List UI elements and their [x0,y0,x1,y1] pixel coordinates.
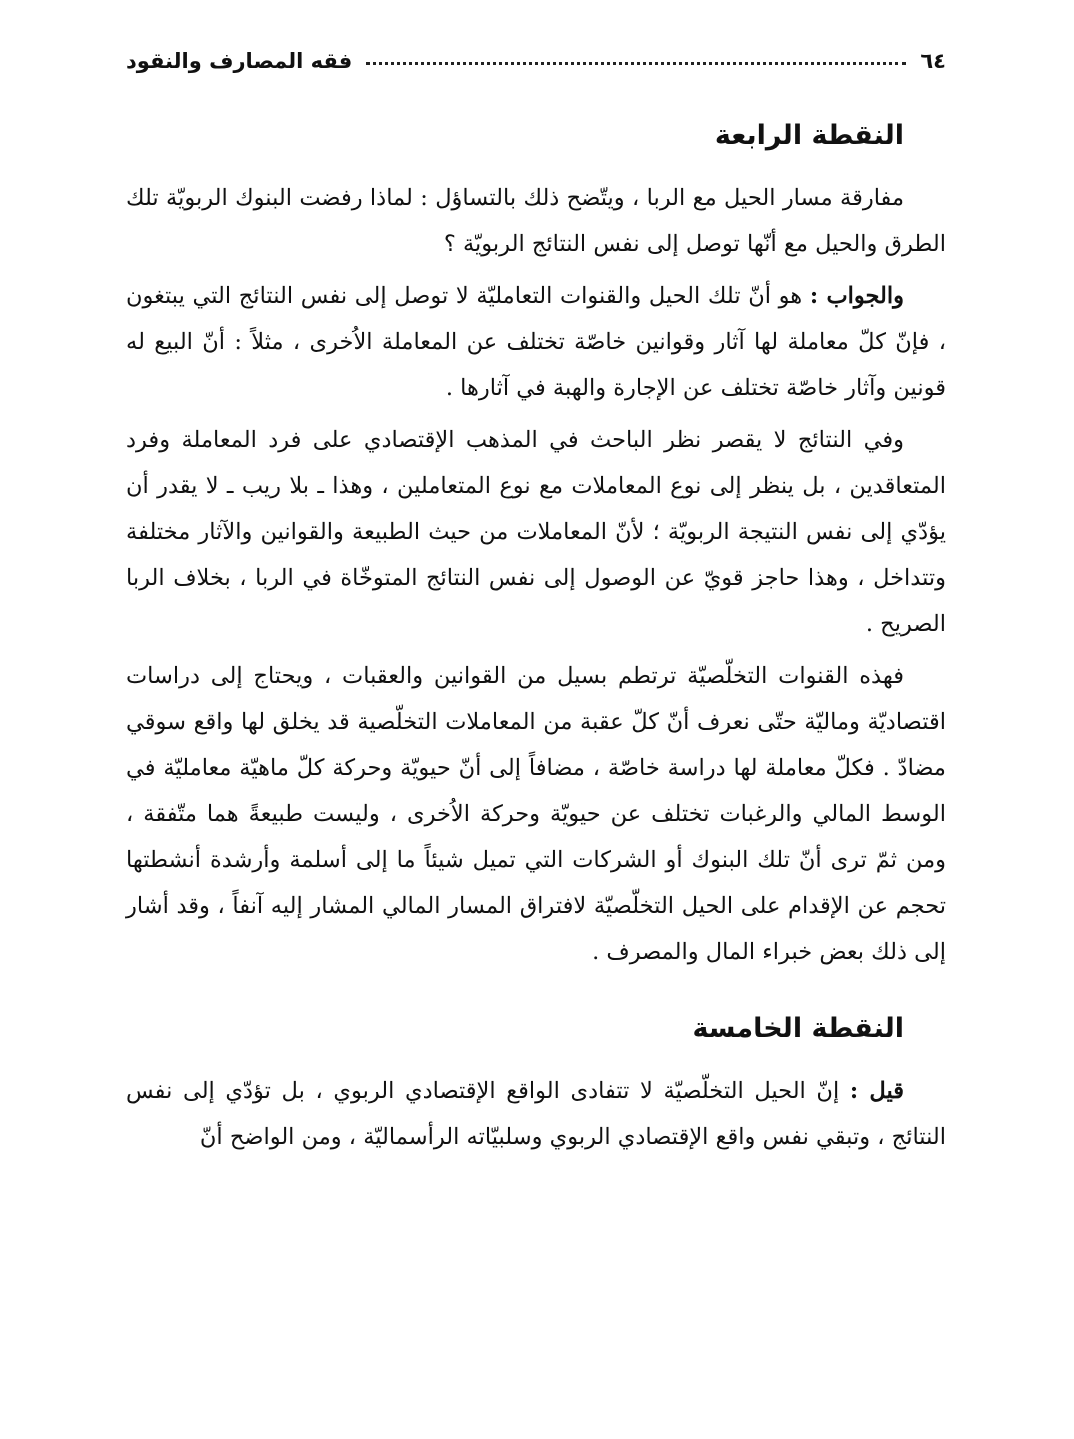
book-page [126,40,946,1160]
section-title: النقطة الرابعة [714,120,904,151]
paragraph [126,1068,946,1160]
header-dotted-leader [366,62,906,65]
page-header [126,40,946,82]
paragraph [126,653,946,975]
page-number: ٦٤ [920,49,946,73]
paragraph-lead: والجواب : [809,283,904,309]
paragraph-text: وفي النتائج لا يقصر نظر الباحث في المذهب الإقتصادي على فرد المعاملة وفرد المتعاقدين ، بل ينظر إلى نوع المعاملات مع نوع المتعاملين ، وهذا ـ بلا ريب ـ لا يقدر أن يؤدّي إلى نفس النتيجة الربويّة ؛ لأنّ المعاملات من حيث الطبيعة والقوانين والآثار مختلفة وتتداخل ، وهذا حاجز قويّ عن الوصول إلى نفس النتائج المتوخّاة في الربا ، بخلاف الربا الصريح . [126,427,946,637]
paragraph-text: هو أنّ تلك الحيل والقنوات التعامليّة لا توصل إلى نفس النتائج التي يبتغون ، فإنّ كلّ معاملة لها آثار وقوانين خاصّة تختلف عن المعاملة الاُخرى ، مثلاً : أنّ البيع له قونين وآثار خاصّة تختلف عن الإجارة والهبة في آثارها . [126,283,946,401]
paragraph-text: إنّ الحيل التخلّصيّة لا تتفادى الواقع الإقتصادي الربوي ، بل تؤدّي إلى نفس النتائج ، وتبقي نفس واقع الإقتصادي الربوي وسلبيّاته الرأسماليّة ، ومن الواضح أنّ [126,1078,946,1150]
paragraph [126,175,946,267]
paragraph-text: فهذه القنوات التخلّصيّة ترتطم بسيل من القوانين والعقبات ، ويحتاج إلى دراسات اقتصاديّة وماليّة حتّى نعرف أنّ كلّ عقبة من المعاملات التخلّصية قد يخلق لها واقع سوقي مضادّ . فكلّ معاملة لها دراسة خاصّة ، مضافاً إلى أنّ حيويّة وحركة كلّ ماهيّة معامليّة في الوسط المالي والرغبات تختلف عن حيويّة وحركة الاُخرى ، وليست طبيعةً هما متّفقة ، ومن ثمّ ترى أنّ تلك البنوك أو الشركات التي تميل شيئاً ما إلى أسلمة وأرشدة أنشطتها تحجم عن الإقدام على الحيل التخلّصيّة لافتراق المسار المالي المشار إليه آنفاً ، وقد أشار إلى ذلك بعض خبراء المال والمصرف . [126,663,946,965]
paragraph [126,417,946,647]
section-title: النقطة الخامسة [692,1013,904,1044]
paragraph-lead: قيل : [849,1078,904,1104]
paragraph-text: مفارقة مسار الحيل مع الربا ، ويتّضح ذلك بالتساؤل : لماذا رفضت البنوك الربويّة تلك الطرق والحيل مع أنّها توصل إلى نفس النتائج الربويّة ؟ [126,185,946,257]
running-title: فقه المصارف والنقود [126,49,353,73]
paragraph [126,273,946,411]
